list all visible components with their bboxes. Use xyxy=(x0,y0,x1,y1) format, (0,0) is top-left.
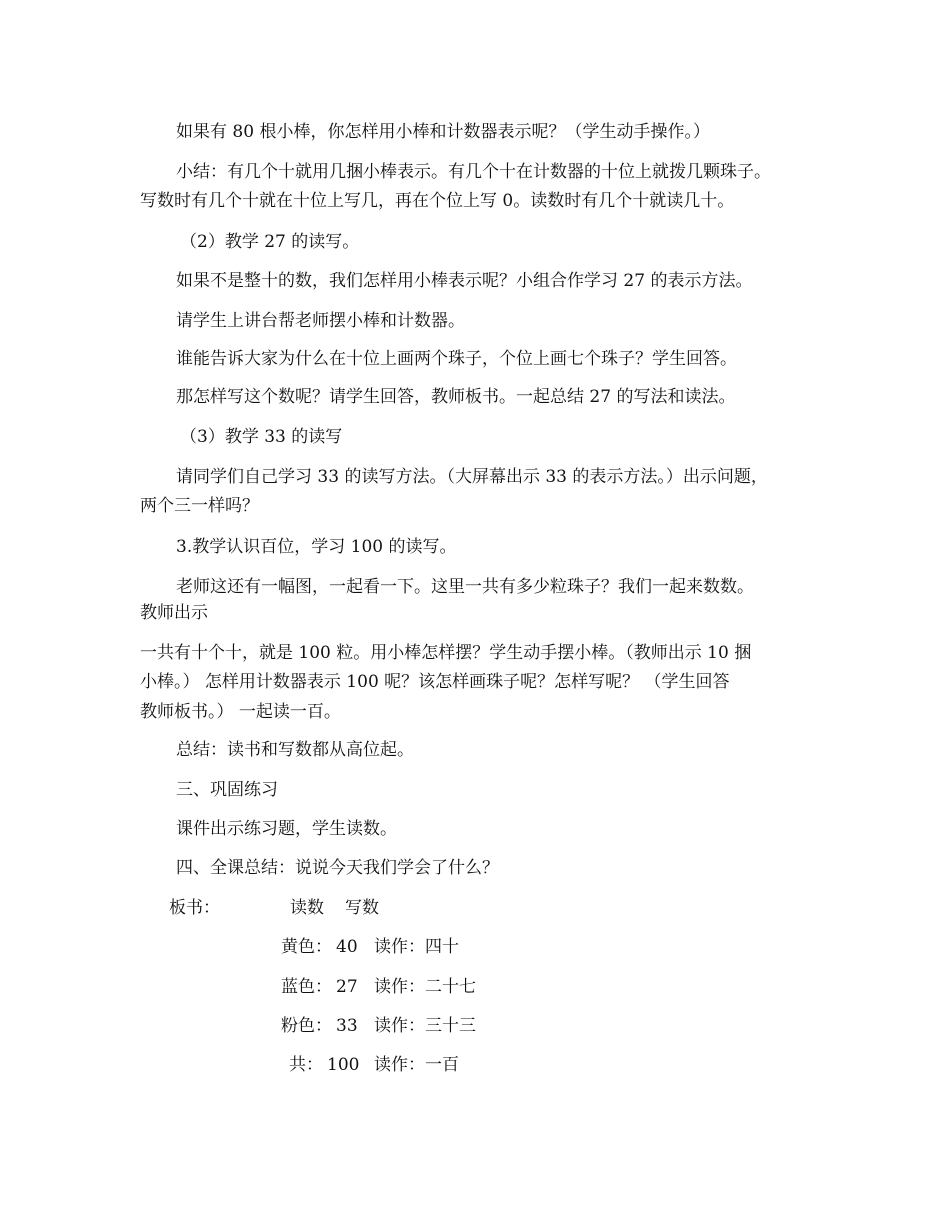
paragraph-line: 教师出示 xyxy=(140,603,208,623)
board-header-read: 读数 xyxy=(290,898,324,918)
paragraph-line: 谁能告诉大家为什么在十位上画两个珠子，个位上画七个珠子？学生回答。 xyxy=(176,349,737,369)
board-row-num: 33 xyxy=(336,1016,358,1036)
paragraph-line: 如果有 80 根小棒，你怎样用小棒和计数器表示呢？（学生动手操作。） xyxy=(176,122,710,142)
section-heading: 三、巩固练习 xyxy=(176,780,278,800)
board-row-name: 蓝色： xyxy=(281,977,332,997)
paragraph-line: 那怎样写这个数呢？请学生回答，教师板书。一起总结 27 的写法和读法。 xyxy=(176,387,736,407)
board-row-num: 100 xyxy=(327,1055,360,1075)
section-heading: （3）教学 33 的读写 xyxy=(180,427,343,447)
section-heading: （2）教学 27 的读写。 xyxy=(180,232,360,252)
board-row-name: 粉色： xyxy=(281,1016,332,1036)
paragraph-line: 小棒。） 怎样用计数器表示 100 呢？该怎样画珠子呢？怎样写呢？ （学生回答 xyxy=(140,672,730,692)
board-row-read: 读作：二十七 xyxy=(374,977,476,997)
paragraph-line: 教师板书。） 一起读一百。 xyxy=(140,702,341,722)
board-label: 板书： xyxy=(169,898,220,918)
section-heading: 3.教学认识百位，学习 100 的读写。 xyxy=(176,537,457,557)
paragraph-line: 写数时有几个十就在十位上写几，再在个位上写 0。读数时有几个十就读几十。 xyxy=(140,191,735,211)
board-header-write: 写数 xyxy=(345,898,379,918)
paragraph-line: 两个三一样吗？ xyxy=(140,496,259,516)
board-row-name: 共： xyxy=(289,1055,323,1075)
paragraph-line: 课件出示练习题，学生读数。 xyxy=(176,819,397,839)
paragraph-line: 老师这还有一幅图，一起看一下。这里一共有多少粒珠子？我们一起来数数。 xyxy=(176,577,754,597)
paragraph-line: 请同学们自己学习 33 的读写方法。（大屏幕出示 33 的表示方法。）出示问题， xyxy=(176,467,768,487)
paragraph-line: 如果不是整十的数，我们怎样用小棒表示呢？小组合作学习 27 的表示方法。 xyxy=(176,271,753,291)
paragraph-line: 小结：有几个十就用几捆小棒表示。有几个十在计数器的十位上就拨几颗珠子。 xyxy=(176,162,771,182)
paragraph-line: 总结：读书和写数都从高位起。 xyxy=(176,740,414,760)
board-row-num: 27 xyxy=(336,977,358,997)
board-row-read: 读作：三十三 xyxy=(374,1016,476,1036)
board-row-num: 40 xyxy=(336,937,358,957)
board-row-read: 读作：四十 xyxy=(374,937,459,957)
board-row-read: 读作：一百 xyxy=(374,1055,459,1075)
paragraph-line: 请学生上讲台帮老师摆小棒和计数器。 xyxy=(176,311,465,331)
section-heading: 四、全课总结：说说今天我们学会了什么？ xyxy=(176,858,499,878)
board-row-name: 黄色： xyxy=(281,937,332,957)
paragraph-line: 一共有十个十，就是 100 粒。用小棒怎样摆？学生动手摆小棒。（教师出示 10 捆 xyxy=(140,643,752,663)
